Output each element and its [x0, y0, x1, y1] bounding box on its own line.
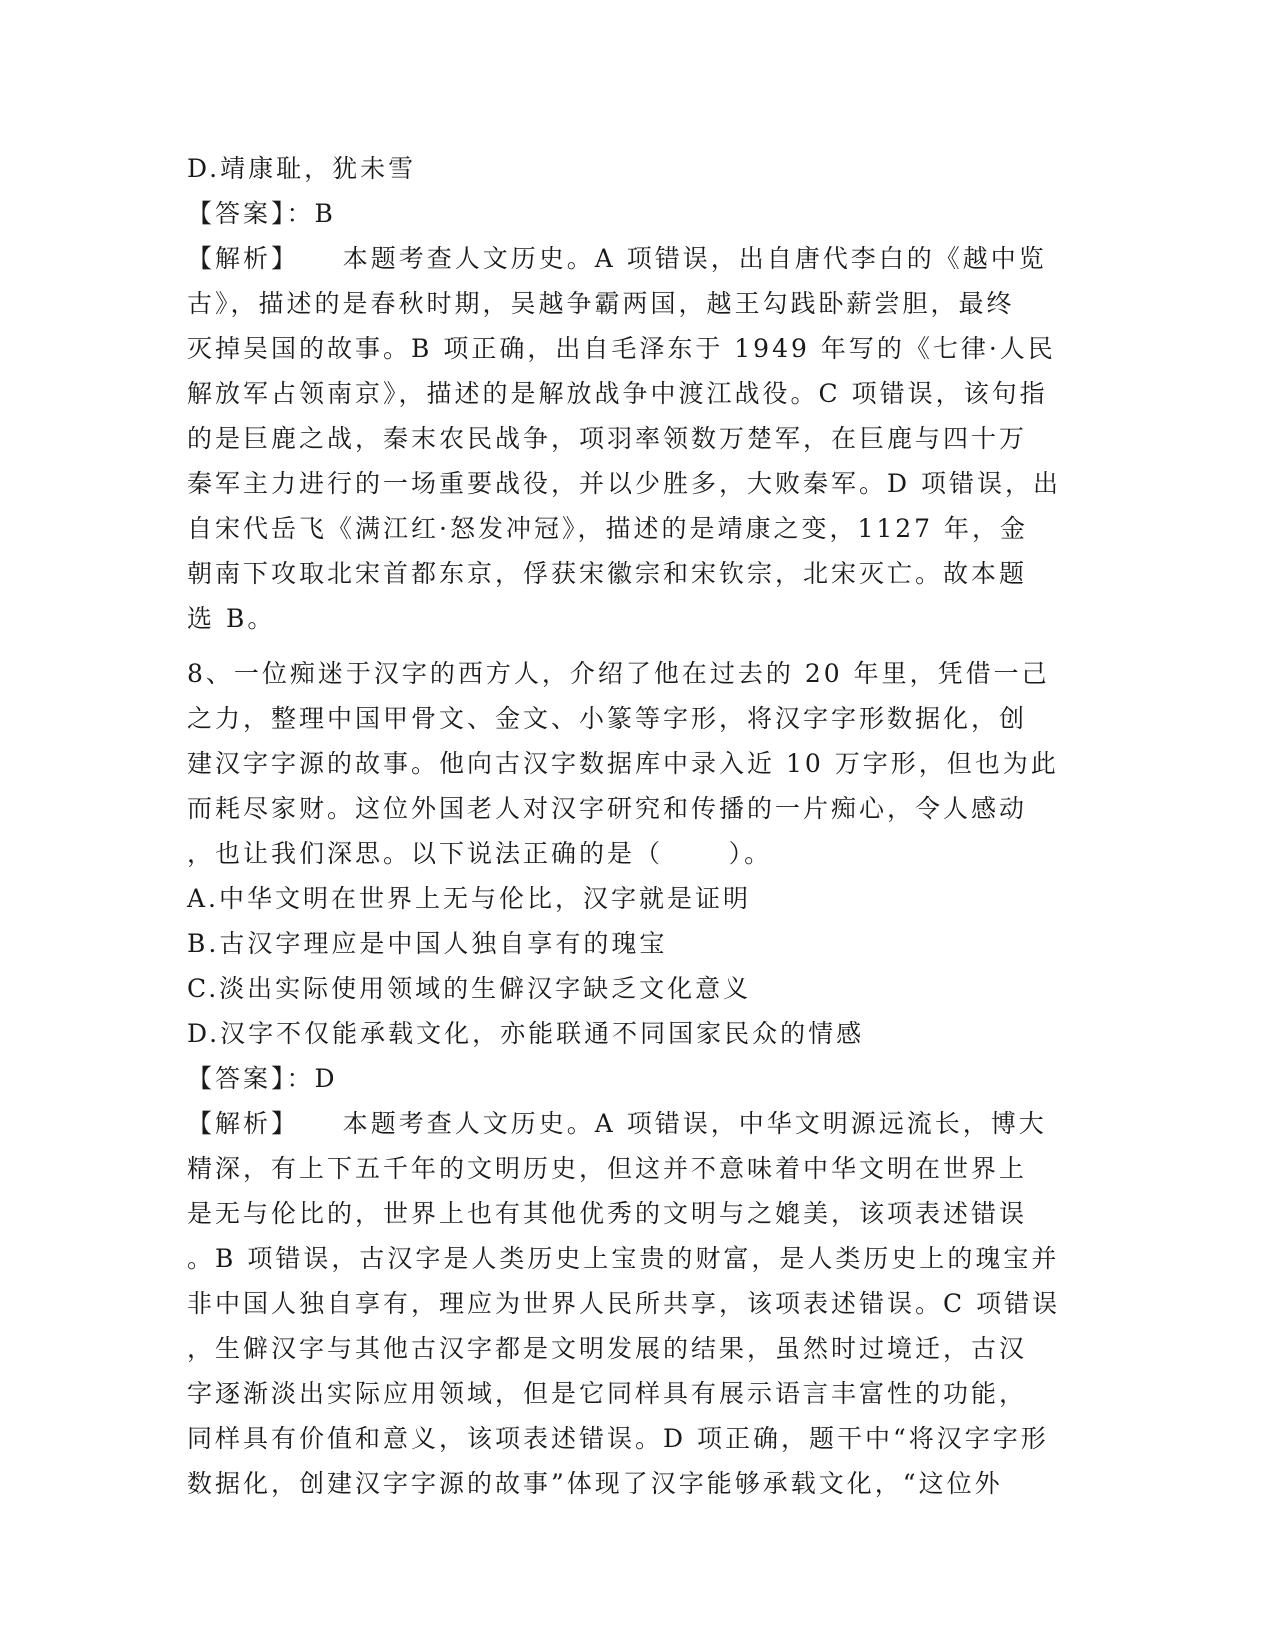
analysis-line: 【解析】 本题考查人文历史。A 项错误，中华文明源远流长，博大 — [187, 1109, 1047, 1138]
analysis-line: 同样具有价值和意义，该项表述错误。D 项正确，题干中“将汉字字形 — [187, 1424, 1049, 1453]
analysis-line: 灭掉吴国的故事。B 项正确，出自毛泽东于 1949 年写的《七律·人民 — [187, 334, 1056, 363]
paragraph-gap — [187, 641, 1087, 651]
question-stem: 建汉字字源的故事。他向古汉字数据库中录入近 10 万字形，但也为此 — [187, 749, 1059, 778]
answer-line: 【答案】：D — [187, 1064, 338, 1093]
option-b: B.古汉字理应是中国人独自享有的瑰宝 — [187, 929, 668, 958]
analysis-line: 精深，有上下五千年的文明历史，但这并不意味着中华文明在世界上 — [187, 1154, 1028, 1183]
analysis-line: 的是巨鹿之战，秦末农民战争，项羽率领数万楚军，在巨鹿与四十万 — [187, 424, 1028, 453]
analysis-line: 选 B。 — [187, 604, 276, 633]
document-content — [187, 146, 1087, 1506]
analysis-line: 秦军主力进行的一场重要战役，并以少胜多，大败秦军。D 项错误，出 — [187, 469, 1061, 498]
option-d: D.汉字不仅能承载文化，亦能联通不同国家民众的情感 — [187, 1019, 865, 1048]
analysis-line: 。B 项错误，古汉字是人类历史上宝贵的财富，是人类历史上的瑰宝并 — [187, 1244, 1060, 1273]
analysis-line: 【解析】 本题考查人文历史。A 项错误，出自唐代李白的《越中览 — [187, 244, 1047, 273]
question-stem: 8、一位痴迷于汉字的西方人，介绍了他在过去的 20 年里，凭借一己 — [187, 659, 1050, 688]
question-8 — [187, 651, 1087, 1506]
question-stem: 而耗尽家财。这位外国老人对汉字研究和传播的一片痴心，令人感动 — [187, 794, 1028, 823]
analysis-line: 自宋代岳飞《满江红·怒发冲冠》，描述的是靖康之变，1127 年，金 — [187, 514, 1029, 543]
question-7-tail — [187, 146, 1087, 641]
option-a: A.中华文明在世界上无与伦比，汉字就是证明 — [187, 884, 752, 913]
option-d: D.靖康耻，犹未雪 — [187, 154, 417, 183]
analysis-line: ，生僻汉字与其他古汉字都是文明发展的结果，虽然时过境迁，古汉 — [187, 1334, 1028, 1363]
analysis-line: 解放军占领南京》，描述的是解放战争中渡江战役。C 项错误，该句指 — [187, 379, 1048, 408]
analysis-line: 是无与伦比的，世界上也有其他优秀的文明与之媲美，该项表述错误 — [187, 1199, 1028, 1228]
question-stem: 之力，整理中国甲骨文、金文、小篆等字形，将汉字字形数据化，创 — [187, 704, 1028, 733]
analysis-line: 数据化，创建汉字字源的故事”体现了汉字能够承载文化，“这位外 — [187, 1469, 1003, 1498]
question-stem: ，也让我们深思。以下说法正确的是（ ）。 — [187, 839, 773, 868]
analysis-line: 古》，描述的是春秋时期，吴越争霸两国，越王勾践卧薪尝胆，最终 — [187, 289, 1015, 318]
analysis-line: 字逐渐淡出实际应用领域，但是它同样具有展示语言丰富性的功能， — [187, 1379, 1028, 1408]
analysis-line: 朝南下攻取北宋首都东京，俘获宋徽宗和宋钦宗，北宋灭亡。故本题 — [187, 559, 1028, 588]
option-c: C.淡出实际使用领域的生僻汉字缺乏文化意义 — [187, 974, 752, 1003]
answer-line: 【答案】：B — [187, 199, 336, 228]
analysis-line: 非中国人独自享有，理应为世界人民所共享，该项表述错误。C 项错误 — [187, 1289, 1061, 1318]
